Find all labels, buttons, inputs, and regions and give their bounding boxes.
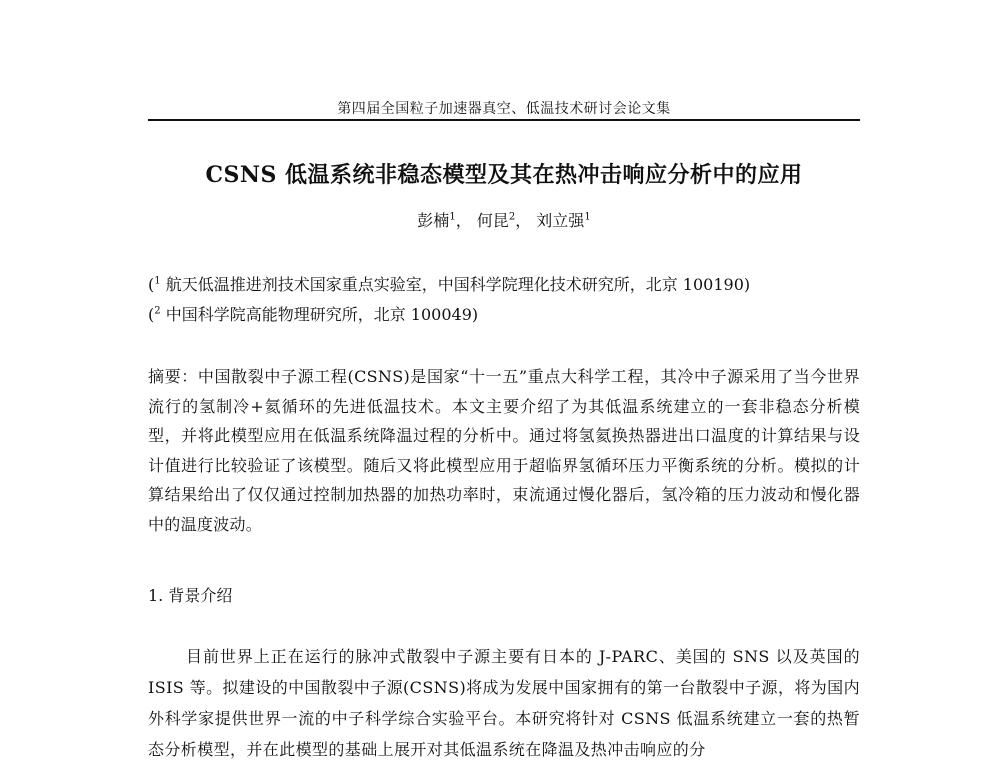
author-list [148,208,860,231]
affiliation-2 [148,302,860,325]
affiliation-text: 中国科学院高能物理研究所，北京 100049) [160,305,479,324]
author-separator: ， [455,211,472,230]
affiliation-1 [148,272,860,295]
section-number: 1. [148,586,164,605]
section-heading [148,583,232,606]
affiliation-mark: 2 [154,305,161,317]
author-affil-mark: 1 [584,211,591,223]
running-header: 第四届全国粒子加速器真空、低温技术研讨会论文集 [337,101,671,117]
abstract-text: 中国散裂中子源工程(CSNS)是国家“十一五”重点大科学工程，其冷中子源采用了当今世界流行的氢制冷+氦循环的先进低温技术。本文主要介绍了为其低温系统建立的一套非稳态分析模型，并将此模型应用在低温系统降温过程的分析中。通过将氢氦换热器进出口温度的计算结果与设计值进行比较验证了该模型。随后又将此模型应用于超临界氢循环压力平衡系统的分析。模拟的计算结果给出了仅仅通过控制加热器的加热功率时，束流通过慢化器后，氢冷箱的压力波动和慢化器中的温度波动。 [148,367,860,534]
header-rule [148,119,860,121]
paper-title: CSNS 低温系统非稳态模型及其在热冲击响应分析中的应用 [205,162,803,188]
affiliation-text: 航天低温推进剂技术国家重点实验室，中国科学院理化技术研究所，北京 100190) [160,275,751,294]
abstract [148,362,860,539]
affiliation-mark: 1 [154,275,161,287]
author-name: 彭楠 [417,211,450,230]
affiliation-open-paren: ( [148,275,155,294]
author-affil-mark: 2 [508,211,516,223]
body-paragraph: 目前世界上正在运行的脉冲式散裂中子源主要有日本的 J-PARC、美国的 SNS 以及英国的 ISIS 等。拟建设的中国散裂中子源(CSNS)将成为发展中国家拥有的第一台散裂中子源，将为国内外科学家提供世界一流的中子科学综合实验平台。本研究将针对 CSNS 低温系统建立一套的热暂态分析模型，并在此模型的基础上展开对其低温系统在降温及热冲击响应的分 [148,647,860,759]
section-title: 背景介绍 [168,586,233,605]
author-affil-mark: 1 [449,211,456,223]
abstract-label: 摘要： [148,367,198,386]
affiliation-open-paren: ( [148,305,155,324]
author-separator: ， [515,211,532,230]
author-name: 刘立强 [536,211,585,230]
author-name: 何昆 [476,211,509,230]
